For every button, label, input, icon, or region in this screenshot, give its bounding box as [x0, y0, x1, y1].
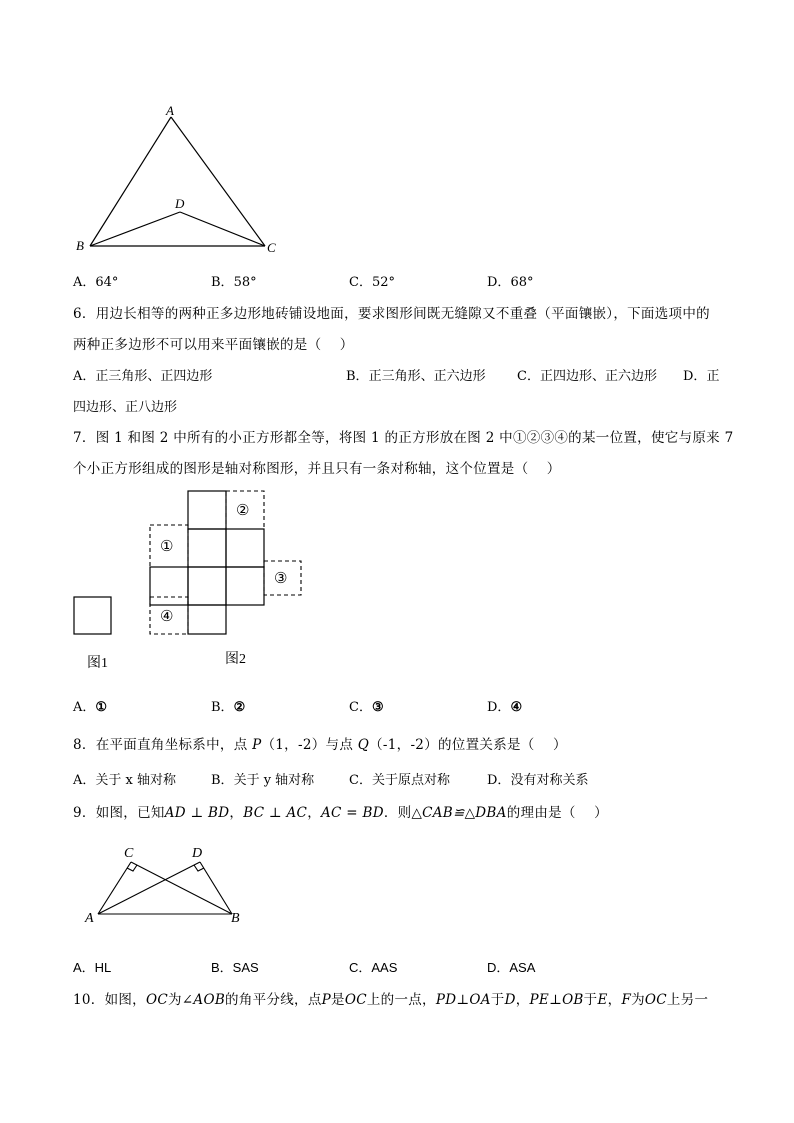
position-3-mark: ③ — [274, 571, 288, 587]
segment-cb — [131, 862, 232, 914]
triangle-abcd-figure — [70, 100, 290, 260]
vertex-label-c: C — [267, 240, 276, 255]
grid-square — [188, 529, 226, 567]
vertex-label-d: D — [175, 196, 185, 211]
grid-square — [226, 529, 264, 567]
q7-option-b[interactable]: B．② — [211, 700, 246, 715]
q8-option-a[interactable]: A．关于 x 轴对称 — [73, 773, 176, 788]
q7-option-a[interactable]: A．① — [73, 700, 108, 715]
q7-stem-line1: 7．图 1 和图 2 中所有的小正方形都全等，将图 1 的正方形放在图 2 中①②③④的某一位置，使它与原来 7 — [73, 430, 734, 446]
q5-option-b[interactable]: B．58° — [211, 275, 257, 290]
q9-option-c[interactable]: C．AAS — [349, 960, 398, 975]
vertex-label-c: C — [124, 846, 134, 861]
position-1-mark: ① — [160, 539, 174, 555]
q6-stem-line2: 两种正多边形不可以用来平面镶嵌的是（ ） — [73, 337, 354, 353]
segment-ad — [98, 862, 200, 914]
q8-option-c[interactable]: C．关于原点对称 — [349, 773, 450, 788]
q9-stem: 9．如图，已知AD ⊥ BD，BC ⊥ AC，AC = BD．则△CAB≌△DBA的理由是（ ） — [73, 805, 608, 821]
q6-option-d-continued: 四边形、正八边形 — [73, 400, 178, 415]
vertex-label-b: B — [231, 911, 240, 926]
vertex-label-d: D — [192, 846, 203, 861]
q5-option-a[interactable]: A．64° — [73, 275, 119, 290]
position-2-mark: ② — [236, 503, 250, 519]
grid-square — [226, 567, 264, 605]
q8-option-d[interactable]: D．没有对称关系 — [487, 773, 589, 788]
vertex-label-a: A — [166, 103, 174, 118]
q9-option-d[interactable]: D．ASA — [487, 960, 536, 975]
q8-stem: 8．在平面直角坐标系中，点 P（1，-2）与点 Q（-1，-2）的位置关系是（ ） — [73, 737, 567, 753]
q5-option-c[interactable]: C．52° — [349, 275, 395, 290]
grid-square — [188, 491, 226, 529]
vertex-label-a: A — [85, 911, 94, 926]
q7-option-c[interactable]: C．③ — [349, 700, 384, 715]
q6-option-b[interactable]: B．正三角形、正六边形 — [346, 369, 486, 384]
figure-1-label: 图1 — [87, 656, 108, 671]
q9-option-b[interactable]: B．SAS — [211, 960, 259, 975]
q6-option-c[interactable]: C．正四边形、正六边形 — [517, 369, 657, 384]
q5-option-d[interactable]: D．68° — [487, 275, 534, 290]
q6-stem-line1: 6．用边长相等的两种正多边形地砖铺设地面，要求图形间既无缝隙又不重叠（平面镶嵌），下面选项中的 — [73, 306, 710, 322]
q9-triangles-figure — [80, 838, 250, 930]
position-4-mark: ④ — [160, 609, 174, 625]
segment-bd — [90, 212, 180, 246]
grid-square — [188, 567, 226, 605]
q8-option-b[interactable]: B．关于 y 轴对称 — [211, 773, 315, 788]
vertex-label-b: B — [76, 238, 84, 253]
q6-option-d[interactable]: D．正 — [683, 369, 720, 384]
figure-1-square — [70, 593, 120, 643]
q7-option-d[interactable]: D．④ — [487, 700, 523, 715]
q6-option-a[interactable]: A．正三角形、正四边形 — [73, 369, 213, 384]
q10-stem: 10．如图，OC为∠AOB的角平分线，点P是OC上的一点，PD⊥OA于D，PE⊥OB于E，F为OC上另一 — [73, 992, 709, 1008]
figure-2-label: 图2 — [225, 652, 246, 667]
figure-2-grid — [140, 485, 310, 645]
grid-square — [188, 605, 226, 634]
grid-square — [150, 567, 188, 605]
segment-ab — [90, 117, 171, 246]
q7-stem-line2: 个小正方形组成的图形是轴对称图形，并且只有一条对称轴，这个位置是（ ） — [73, 461, 561, 477]
q9-option-a[interactable]: A．HL — [73, 960, 112, 975]
